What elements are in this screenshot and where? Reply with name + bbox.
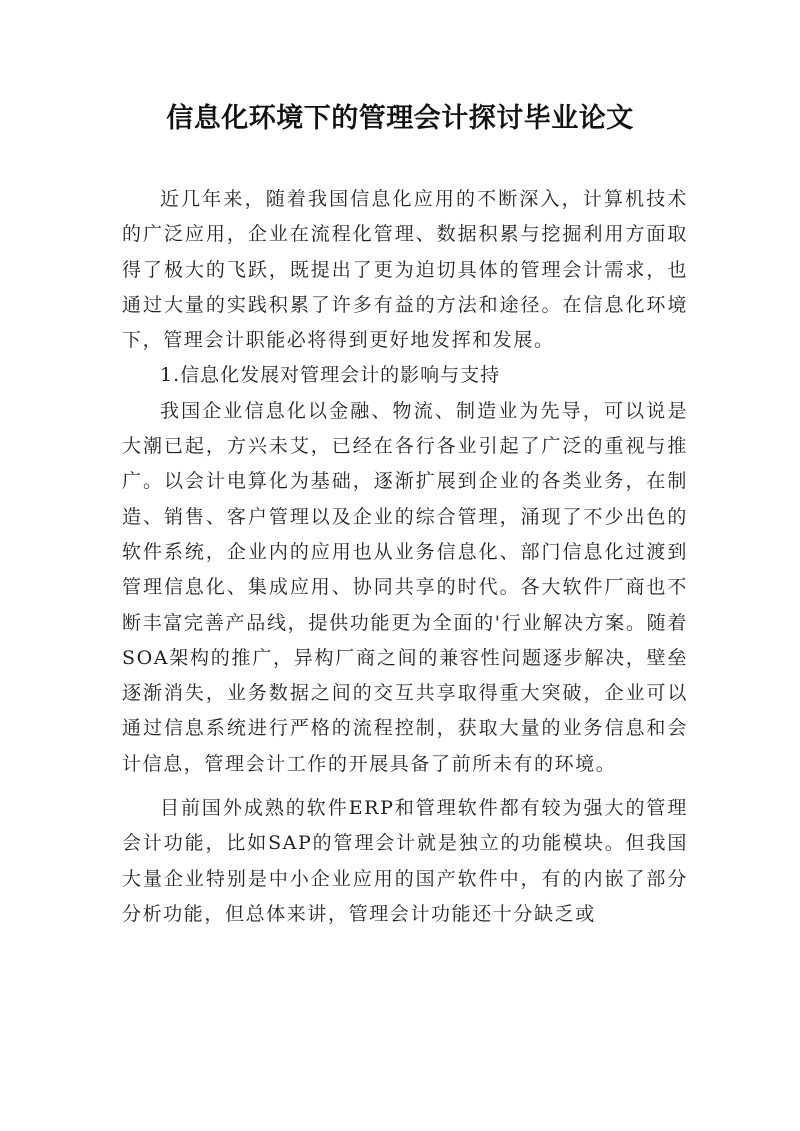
paragraph-intro: 近几年来，随着我国信息化应用的不断深入，计算机技术的广泛应用，企业在流程化管理、数据积累与挖掘利用方面取得了极大的飞跃，既提出了更为迫切具体的管理会计需求，也通过大量的实践积累了许多有益的方法和途径。在信息化环境下，管理会计职能必将得到更好地发挥和发展。 xyxy=(122,188,688,352)
document-body xyxy=(122,182,688,932)
paragraph-informatization: 我国企业信息化以金融、物流、制造业为先导，可以说是大潮已起，方兴未艾，已经在各行各业引起了广泛的重视与推广。以会计电算化为基础，逐渐扩展到企业的各类业务，在制造、销售、客户管理以及企业的综合管理，涌现了不少出色的软件系统，企业内的应用也从业务信息化、部门信息化过渡到管理信息化、集成应用、协同共享的时代。各大软件厂商也不断丰富完善产品线，提供功能更为全面的'行业解决方案。随着SOA架构的推广，异构厂商之间的兼容性问题逐步解决，壁垒逐渐消失，业务数据之间的交互共享取得重大突破，企业可以通过信息系统进行严格的流程控制，获取大量的业务信息和会计信息，管理会计工作的开展具备了前所未有的环境。 xyxy=(122,399,688,775)
section-heading: 1.信息化发展对管理会计的影响与支持 xyxy=(160,364,501,387)
document-title: 信息化环境下的管理会计探讨毕业论文 xyxy=(166,103,634,134)
paragraph-software: 目前国外成熟的软件ERP和管理软件都有较为强大的管理会计功能，比如SAP的管理会计就是独立的功能模块。但我国大量企业特别是中小企业应用的国产软件中，有的内嵌了部分分析功能，但总体来讲，管理会计功能还十分缺乏或 xyxy=(122,797,688,925)
